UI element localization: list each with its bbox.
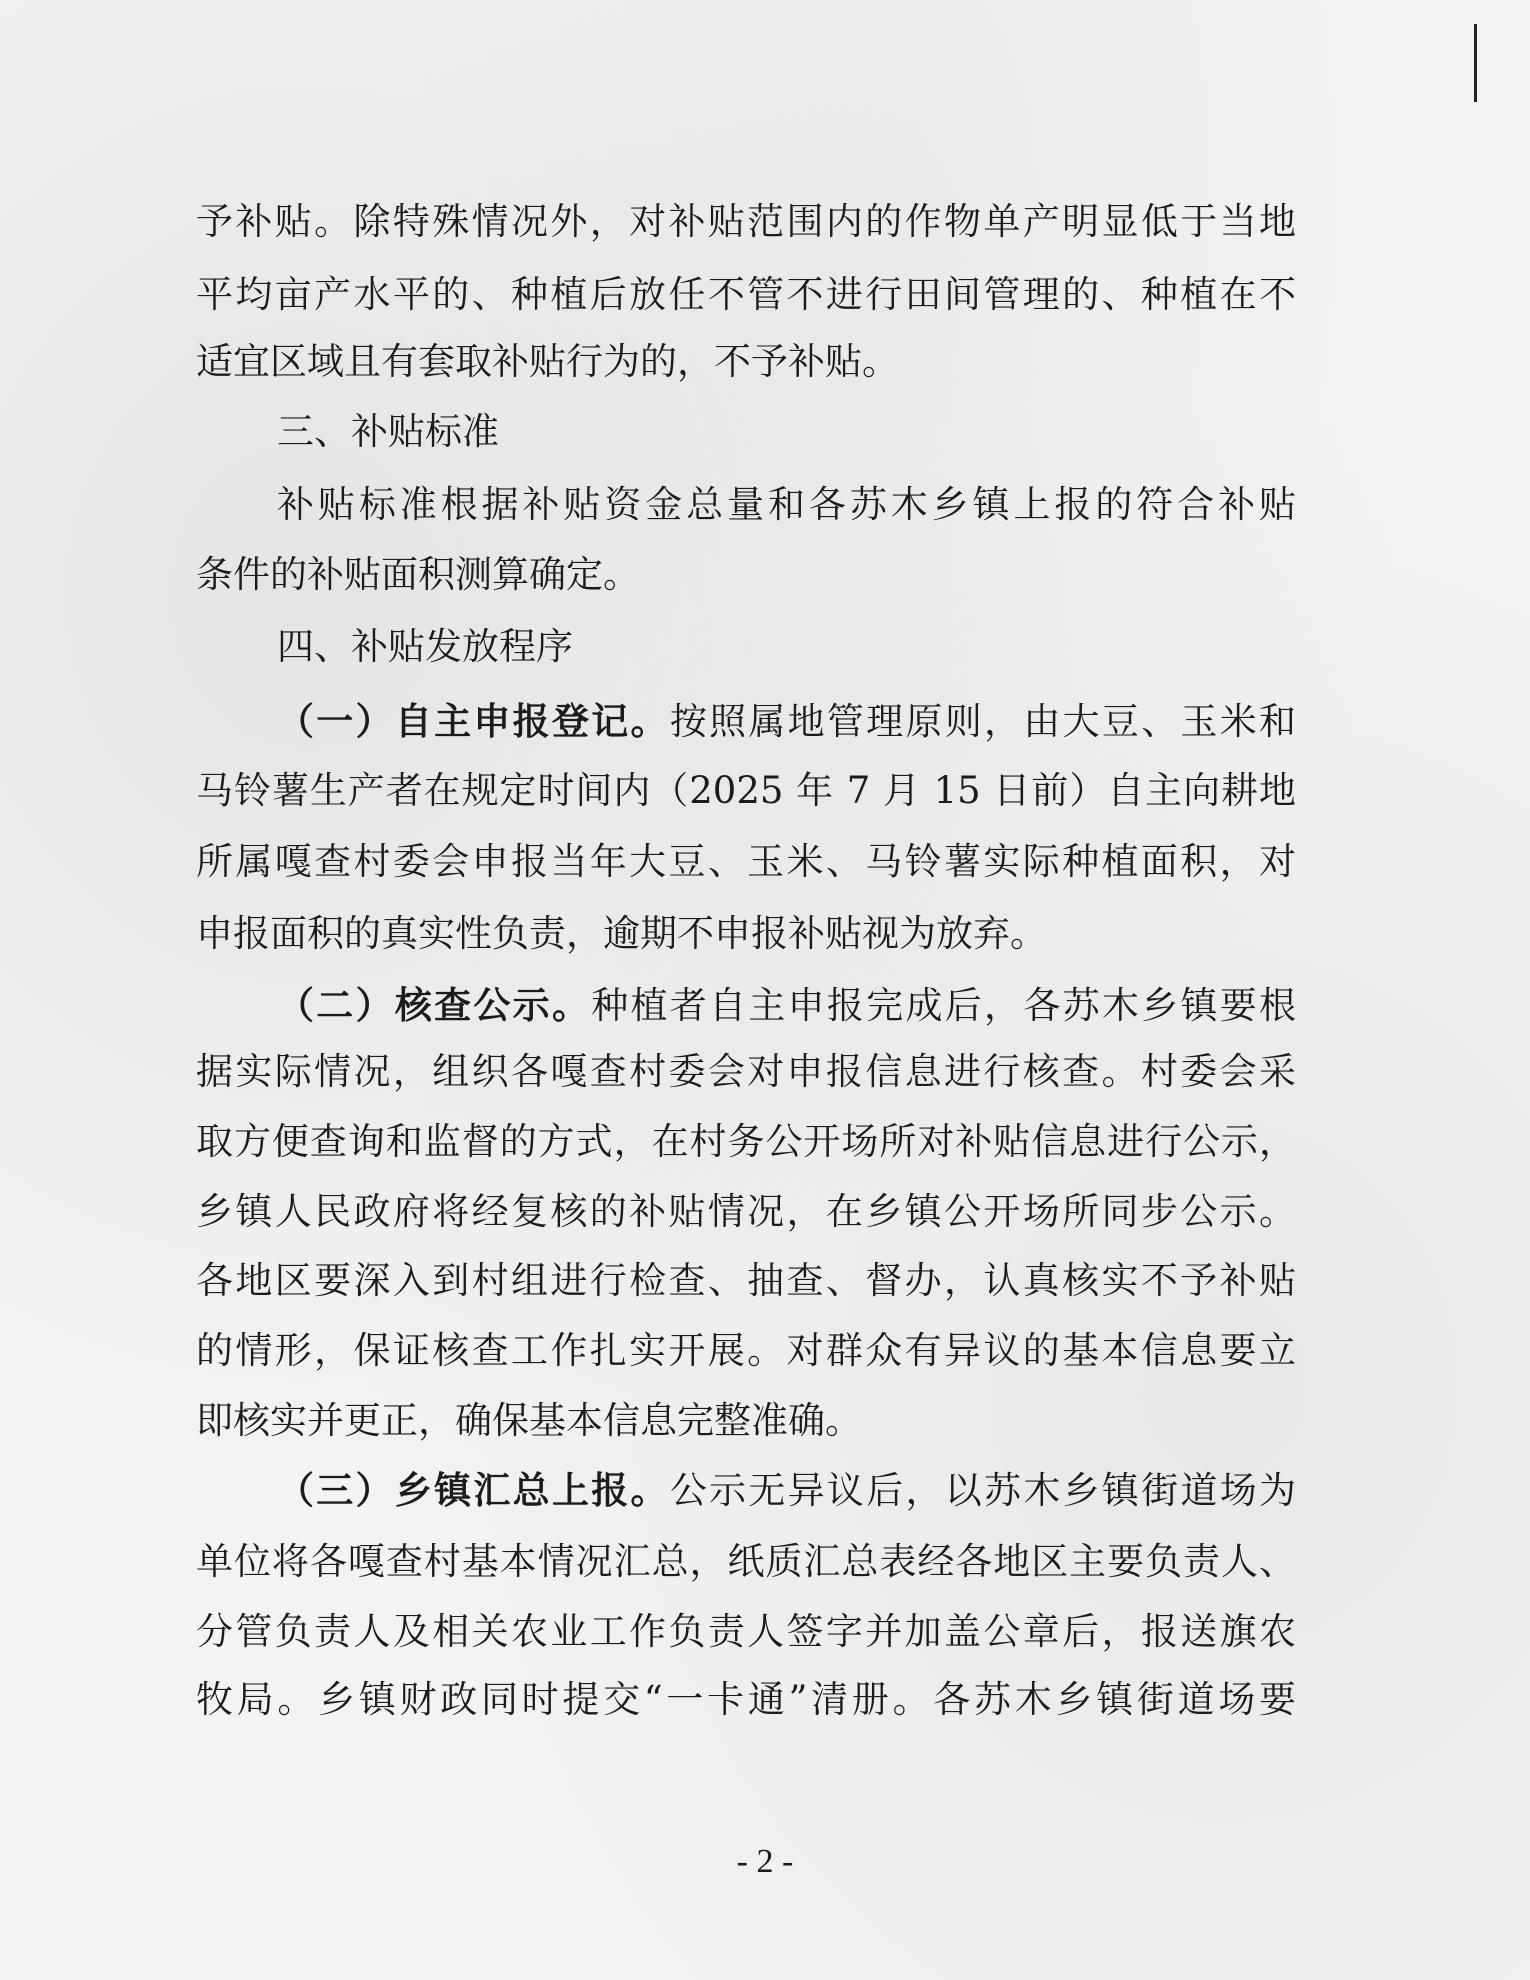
body-line: 申报面积的真实性负责，逾期不申报补贴视为放弃。 — [196, 912, 1047, 955]
body-line: 乡镇人民政府将经复核的补贴情况，在乡镇公开场所同步公示。 — [196, 1190, 1296, 1233]
body-line: 所属嘎查村委会申报当年大豆、玉米、马铃薯实际种植面积，对 — [196, 840, 1296, 883]
body-line: 的情形，保证核查工作扎实开展。对群众有异议的基本信息要立 — [196, 1329, 1296, 1372]
body-line: （三）乡镇汇总上报。公示无异议后，以苏木乡镇街道场为 — [277, 1468, 1297, 1512]
subsection-title: （三）乡镇汇总上报。 — [277, 1468, 670, 1512]
subsection-title: （一）自主申报登记。 — [277, 699, 670, 743]
body-line: 各地区要深入到村组进行检查、抽查、督办，认真核实不予补贴 — [196, 1259, 1296, 1302]
body-line: （二）核查公示。种植者自主申报完成后，各苏木乡镇要根 — [277, 983, 1297, 1027]
section-heading-standard: 三、补贴标准 — [277, 410, 499, 453]
body-line: 补贴标准根据补贴资金总量和各苏木乡镇上报的符合补贴 — [277, 483, 1296, 526]
body-line: 予补贴。除特殊情况外，对补贴范围内的作物单产明显低于当地 — [196, 200, 1296, 243]
body-line: 条件的补贴面积测算确定。 — [196, 553, 640, 596]
section-heading-procedure: 四、补贴发放程序 — [277, 625, 573, 668]
body-line: 单位将各嘎查村基本情况汇总，纸质汇总表经各地区主要负责人、 — [196, 1540, 1296, 1583]
subsection-title: （二）核查公示。 — [277, 983, 592, 1027]
body-line: （一）自主申报登记。按照属地管理原则，由大豆、玉米和 — [277, 699, 1297, 743]
body-line: 据实际情况，组织各嘎查村委会对申报信息进行核查。村委会采 — [196, 1050, 1296, 1093]
body-line: 适宜区域且有套取补贴行为的，不予补贴。 — [196, 340, 899, 383]
body-line: 取方便查询和监督的方式，在村务公开场所对补贴信息进行公示， — [196, 1120, 1296, 1163]
body-line: 牧局。乡镇财政同时提交“一卡通”清册。各苏木乡镇街道场要 — [196, 1678, 1296, 1721]
body-line: 平均亩产水平的、种植后放任不管不进行田间管理的、种植在不 — [196, 273, 1296, 316]
page-number: - 2 - — [736, 1843, 794, 1880]
body-line: 马铃薯生产者在规定时间内（2025 年 7 月 15 日前）自主向耕地 — [196, 769, 1296, 812]
scan-edge-mark — [1474, 24, 1477, 102]
body-line: 即核实并更正，确保基本信息完整准确。 — [196, 1399, 862, 1442]
body-line: 分管负责人及相关农业工作负责人签字并加盖公章后，报送旗农 — [196, 1610, 1296, 1653]
